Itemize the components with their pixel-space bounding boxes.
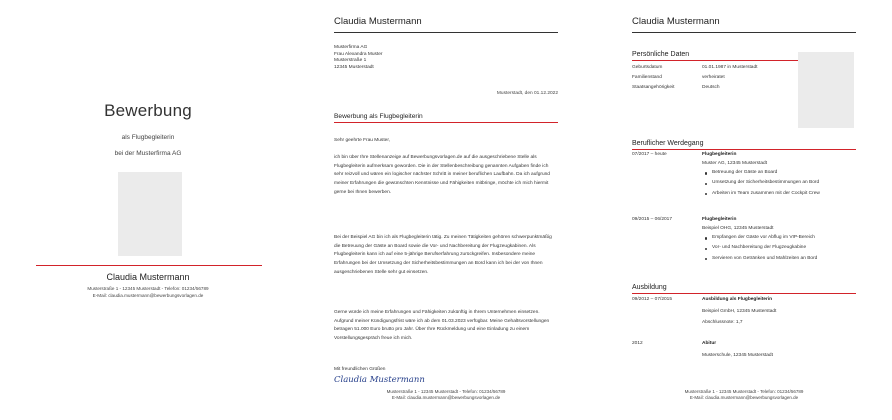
letter-paragraph: Gerne würde ich meine Erfahrungen und Fähigkeiten zukünftig in Ihrem Unternehmen einsetzen. Aufgrund meiner Kündigungsfrist wäre ich ab dem 01.03.2023 verfügbar. Meine Gehaltsvorstellungen betragen 51.000 Euro brutto pro Jahr. Über Ihre Rückmeldung und eine Einladung zu einem Vorstellungsgespräch freue ich mich. (334, 310, 550, 342)
education-title: Abitur (702, 341, 717, 346)
letter-closing: Mit freundlichen Grüßen (334, 367, 386, 372)
cover-letter-page (298, 0, 594, 420)
letter-footer-email: E-Mail: claudia.mustermann@bewerbungsvorlagen.de (391, 395, 501, 400)
cv-header-rule (632, 32, 856, 33)
letter-footer-address: Musterstraße 1 - 12345 Musterstadt - Telefon: 01234/56789 (386, 389, 506, 394)
cover-title: Bewerbung (104, 101, 192, 120)
personal-label: Staatsangehörigkeit (632, 85, 675, 90)
career-task: Empfangen der Gäste vor Abflug im VIP-Bereich (702, 233, 862, 243)
recipient-line: 12345 Musterstadt (334, 64, 374, 70)
cv-footer-email: E-Mail: claudia.mustermann@bewerbungsvorlagen.de (689, 395, 799, 400)
career-task: Umsetzung der Sicherheitsbestimmungen an Bord (702, 178, 862, 188)
cover-page (0, 0, 296, 420)
cover-name: Claudia Mustermann (106, 272, 190, 282)
education-body (702, 297, 862, 328)
section-rule-education (632, 293, 856, 294)
cv-header-name: Claudia Mustermann (632, 16, 720, 27)
letter-salutation: Sehr geehrte Frau Muster, (334, 138, 390, 143)
letter-header-rule (334, 32, 558, 33)
education-title: Ausbildung als Flugbegleiterin (702, 297, 773, 302)
cv-footer-address: Musterstraße 1 - 12345 Musterstadt - Telefon: 01234/56789 (684, 389, 804, 394)
letter-date: Musterstadt, den 01.12.2022 (496, 91, 558, 96)
career-date: 07/2017 – heute (632, 152, 667, 157)
career-position: Flugbegleiterin (702, 217, 737, 222)
education-date: 2012 (632, 341, 643, 346)
career-body (702, 217, 862, 264)
career-task: Arbeiten im Team zusammen mit der Cockpit Crew (702, 189, 862, 199)
personal-label: Geburtsdatum (632, 65, 663, 70)
recipient-line: Frau Alexandra Muster (334, 51, 383, 57)
section-title-education: Ausbildung (632, 284, 667, 291)
cover-contact-email: E-Mail: claudia.mustermann@bewerbungsvorlagen.de (92, 293, 204, 298)
career-tasks (702, 168, 862, 199)
cover-subtitle-position: als Flugbegleiterin (121, 134, 175, 141)
career-position: Flugbegleiterin (702, 152, 737, 157)
letter-header-name: Claudia Mustermann (334, 16, 422, 27)
education-body (702, 341, 862, 361)
recipient-address (334, 45, 383, 71)
personal-value: Deutsch (702, 85, 720, 90)
subject-rule (334, 122, 558, 123)
section-title-personal: Persönliche Daten (632, 51, 690, 58)
education-institution: Musterschule, 12345 Musterstadt (702, 353, 773, 358)
career-task: Vor- und Nachbereitung der Flugzeugkabine (702, 243, 862, 253)
signature: Claudia Mustermann (334, 375, 425, 385)
cv-photo-placeholder (798, 52, 854, 128)
section-title-career: Beruflicher Werdegang (632, 140, 704, 147)
education-date: 09/2012 – 07/2015 (632, 297, 673, 302)
cv-page (596, 0, 892, 420)
letter-subject: Bewerbung als Flugbegleiterin (334, 113, 423, 120)
career-company: Muster AG, 12345 Musterstadt (702, 161, 768, 166)
personal-value: verheiratet (702, 75, 725, 80)
recipient-line: Musterstraße 1 (334, 58, 367, 64)
letter-paragraph: Bei der Beispiel AG bin ich als Flugbegleiterin tätig. Zu meinen Tätigkeiten gehören schwerpunktmäßig die Betreuung der Gäste an Board sowie die Vor- und Nachbereitung der Flugzeugkabinen. Als Flugbegleiterin kann ich auf eine 5-jährige Berufserfahrung zurückgreifen. Insbesondere meine Erfahrungen bei der Umsetzung der Sicherheitsbestimmungen an Bord kann ich bei der von Ihnen ausgeschriebenen Stelle sehr gut einsetzen. (334, 235, 552, 275)
cover-photo-placeholder (118, 172, 182, 256)
career-task: Servieren von Getränken und Mahlzeiten an Bord (702, 254, 862, 264)
recipient-line: Musterfirma AG (334, 45, 368, 50)
career-task: Betreuung der Gäste an Board (702, 168, 862, 178)
education-institution: Beispiel GmbH, 12345 Musterstadt (702, 309, 777, 314)
cover-contact-address: Musterstraße 1 - 12345 Musterstadt - Telefon: 01234/56789 (87, 286, 209, 291)
personal-label: Familienstand (632, 75, 662, 80)
personal-value: 01.01.1987 in Musterstadt (702, 65, 758, 70)
career-tasks (702, 233, 862, 264)
section-rule-career (632, 149, 856, 150)
cover-subtitle-company: bei der Musterfirma AG (114, 150, 182, 157)
career-company: Beispiel OHG, 12345 Musterstadt (702, 226, 774, 231)
education-grade: Abschlussnote: 1,7 (702, 320, 743, 325)
career-body (702, 152, 862, 199)
letter-paragraph: ich bin über Ihre Stellenanzeige auf Bewerbungsvorlagen.de auf die ausgeschriebene Stelle als Flugbegleiterin aufmerksam geworden. Die in der Stellenbeschreibung genannten Aufgaben finde ich sehr reizvoll und wären ein logischer nächster Schritt in meiner beruflichen Laufbahn. Da ich aufgrund meiner Erfahrungen die gewünschten Kenntnisse und Fähigkeiten mitbringe, möchte ich mich hiermit gerne bei Ihnen bewerben. (334, 155, 550, 195)
section-rule-personal (632, 60, 798, 61)
career-date: 09/2015 – 06/2017 (632, 217, 673, 222)
cover-divider (36, 265, 262, 266)
